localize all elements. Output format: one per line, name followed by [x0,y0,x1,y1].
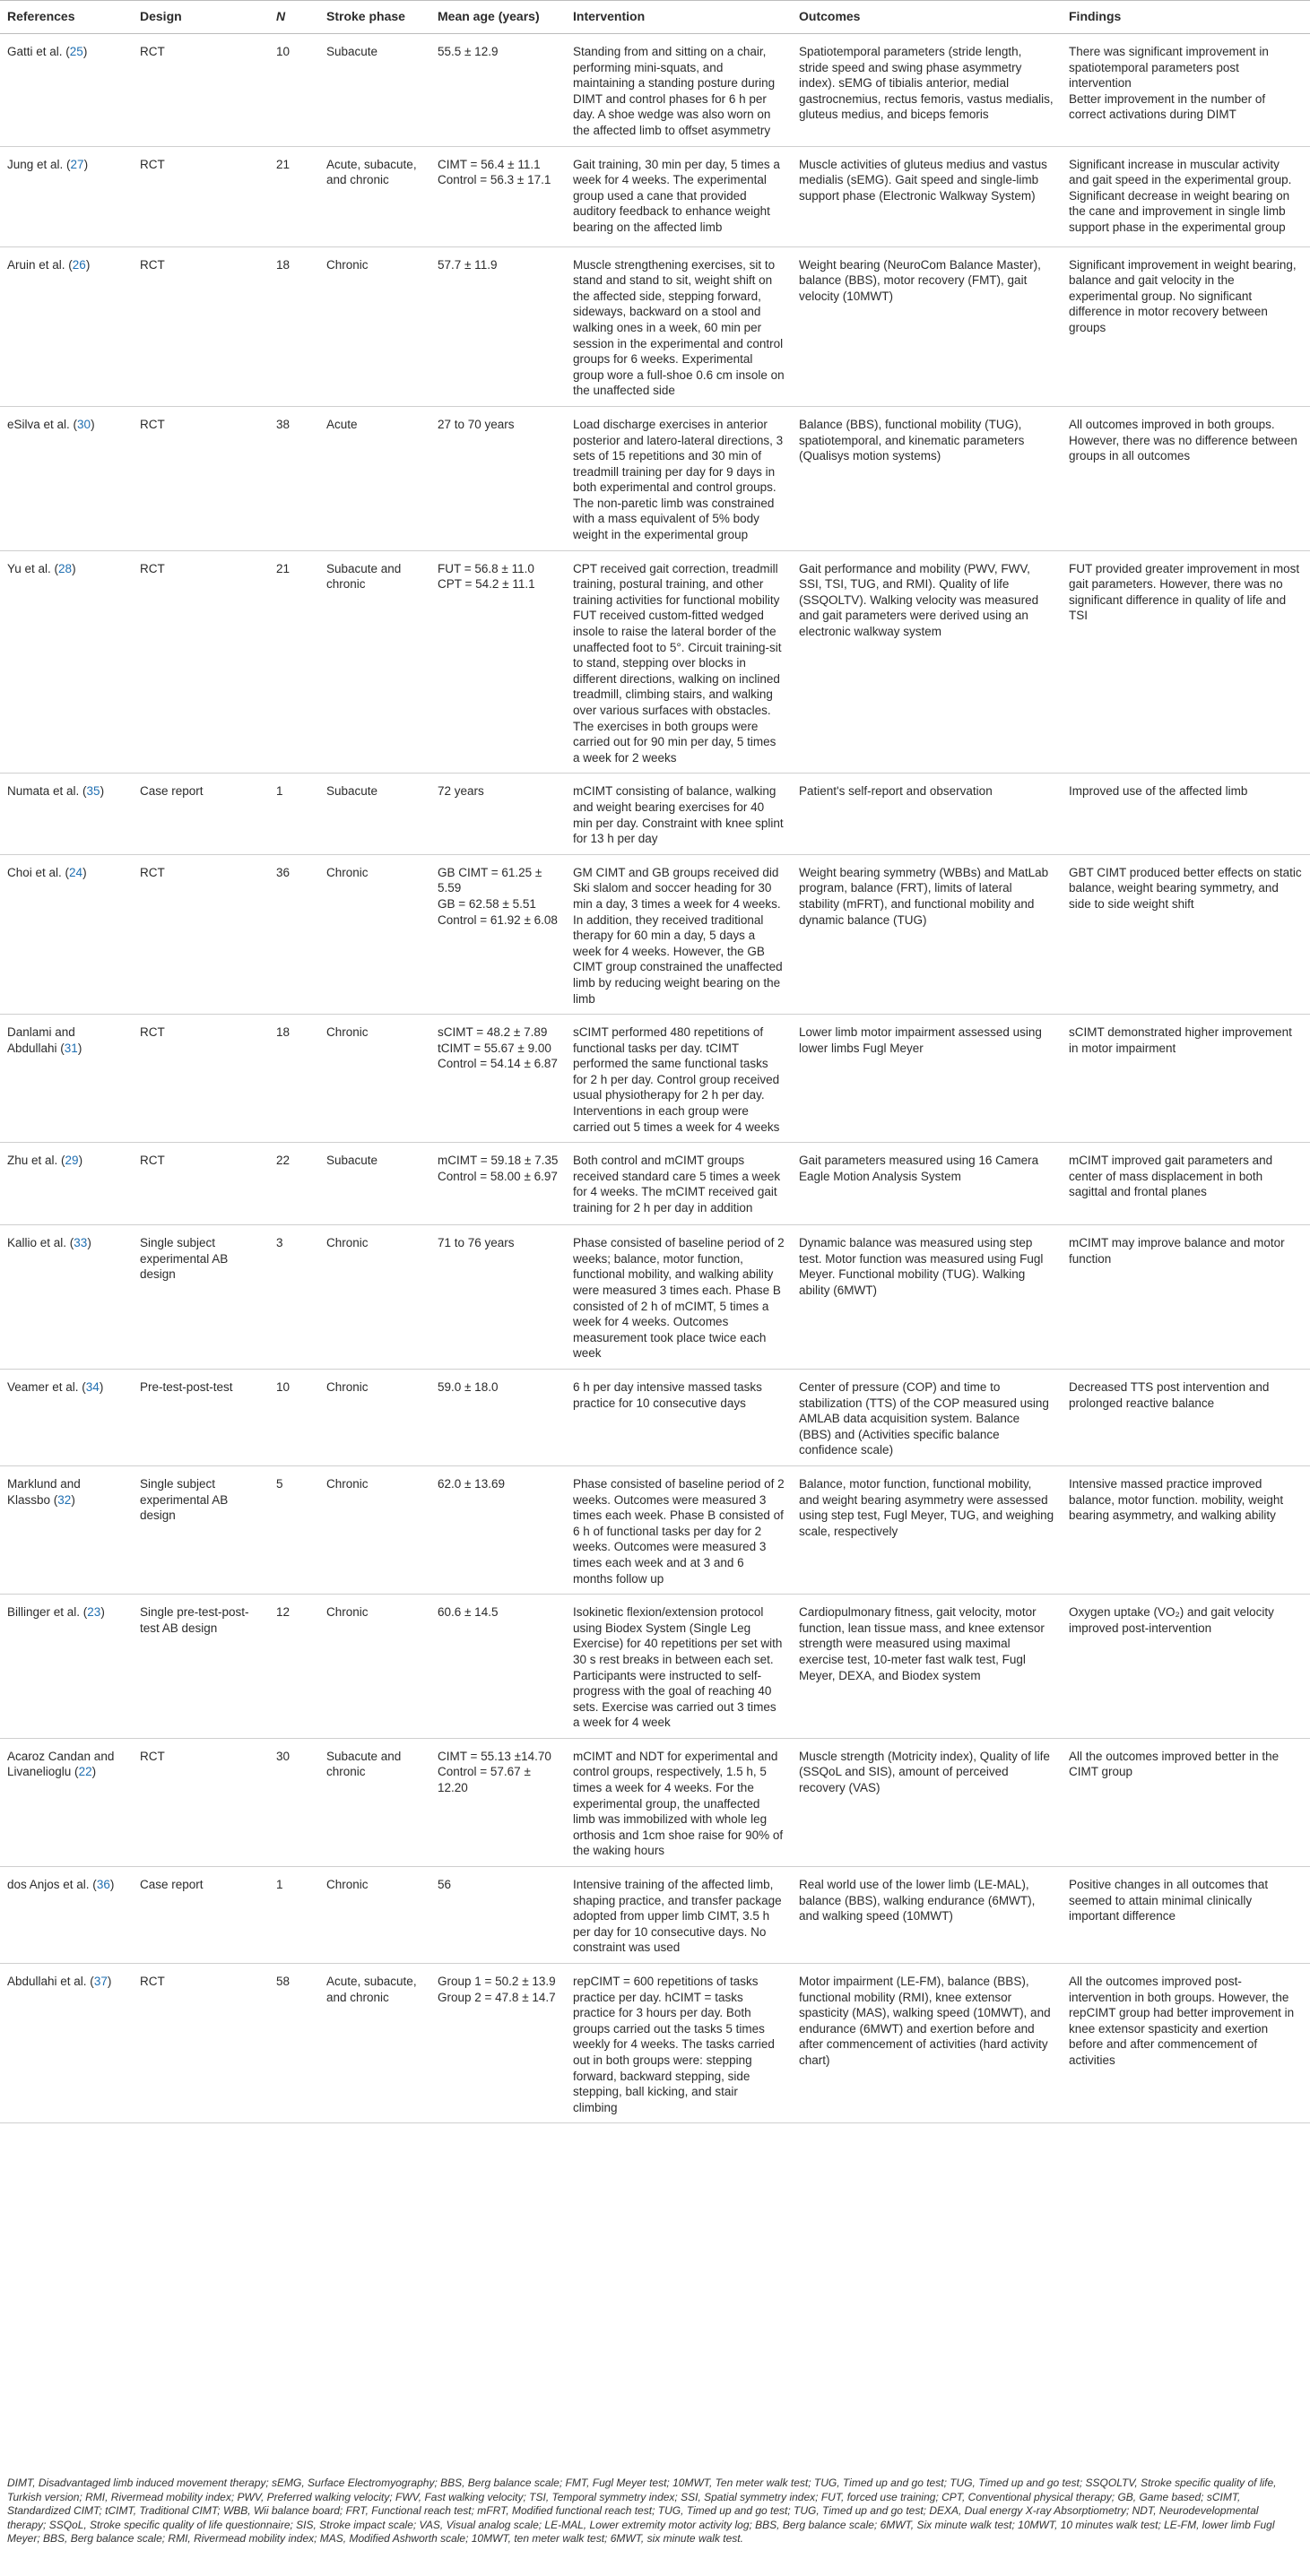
citation-link[interactable]: 22 [78,1765,92,1779]
cell-mean-age: CIMT = 56.4 ± 11.1 Control = 56.3 ± 17.1 [430,146,566,246]
cell-outcomes: Weight bearing symmetry (WBBs) and MatLab program, balance (FRT), limits of lateral stability (mFRT), and functional mobility and dynamic balance (TUG) [792,854,1062,1014]
reference-close: ) [83,157,89,171]
cell-reference [0,146,133,246]
cell-n: 58 [269,1964,319,2123]
table-row [0,1143,1310,1225]
table-row [0,1370,1310,1466]
citation-link[interactable]: 25 [69,45,83,58]
cell-mean-age: mCIMT = 59.18 ± 7.35 Control = 58.00 ± 6.97 [430,1143,566,1225]
table-row [0,1595,1310,1739]
table-row [0,1015,1310,1143]
citation-link[interactable]: 35 [86,784,100,799]
cell-reference [0,1465,133,1594]
cell-stroke-phase: Acute, subacute, and chronic [319,1964,430,2123]
cell-stroke-phase: Chronic [319,1465,430,1594]
cell-intervention: 6 h per day intensive massed tasks practice for 10 consecutive days [566,1370,792,1466]
cell-outcomes: Real world use of the lower limb (LE-MAL), balance (BBS), walking endurance (6MWT), and walking speed (10MWT) [792,1867,1062,1964]
cell-stroke-phase: Chronic [319,1595,430,1739]
cell-reference [0,1867,133,1964]
header-design: Design [133,1,269,34]
cell-reference [0,246,133,406]
citation-link[interactable]: 29 [65,1154,79,1168]
cell-findings: Oxygen uptake (VO₂) and gait velocity improved post-intervention [1062,1595,1310,1739]
cell-design: Case report [133,774,269,854]
cell-mean-age: 60.6 ± 14.5 [430,1595,566,1739]
cell-intervention: sCIMT performed 480 repetitions of functional tasks per day. tCIMT performed the same functional tasks for 2 h per day. Control group received usual physiotherapy for 2 h per day. Interventions in each group were carried out 5 times a week for 4 weeks [566,1015,792,1143]
reference-author: Acaroz Candan and Livanelioglu ( [7,1749,115,1779]
cell-outcomes: Cardiopulmonary fitness, gait velocity, motor function, lean tissue mass, and knee extensor strength were measured using maximal exercise test, 10-meter fast walk test, Fugl Meyer, DEXA, and Biodex system [792,1595,1062,1739]
cell-findings: GBT CIMT produced better effects on static balance, weight bearing symmetry, and side to side weight shift [1062,854,1310,1014]
cell-n: 10 [269,1370,319,1466]
cell-mean-age: 71 to 76 years [430,1225,566,1370]
citation-link[interactable]: 28 [58,561,73,575]
reference-author: Marklund and Klassbo ( [7,1476,81,1507]
citation-link[interactable]: 36 [96,1878,110,1892]
cell-stroke-phase: Chronic [319,854,430,1014]
cell-intervention: Isokinetic flexion/extension protocol using Biodex System (Single Leg Exercise) for 40 repetitions per set with 30 s rest breaks in between each set. Participants were instructed to self-progress with the goal of reaching 40 sets. Exercise was carried out 3 times a week for 4 week [566,1595,792,1739]
cell-mean-age: FUT = 56.8 ± 11.0 CPT = 54.2 ± 11.1 [430,550,566,774]
cell-design: Single subject experimental AB design [133,1465,269,1594]
cell-n: 22 [269,1143,319,1225]
cell-stroke-phase: Chronic [319,1015,430,1143]
header-findings: Findings [1062,1,1310,34]
cell-n: 5 [269,1465,319,1594]
table-row [0,550,1310,774]
cell-stroke-phase: Acute [319,406,430,550]
cell-stroke-phase: Subacute [319,1143,430,1225]
citation-link[interactable]: 24 [69,865,83,879]
table-row [0,406,1310,550]
cell-intervention: CPT received gait correction, treadmill training, postural training, and other training activities for functional mobility FUT received custom-fitted wedged insole to raise the lateral border of the unaffected foot to 5°. Circuit training-sit to stand, stepping over blocks in different directions, walking on inclined treadmill, climbing stairs, and walking over various surfaces with obstacles. The exercises in both groups were carried out for 90 min per day, 5 times a week for 2 weeks [566,550,792,774]
table-row [0,34,1310,147]
cell-reference [0,1738,133,1866]
header-outcomes: Outcomes [792,1,1062,34]
cell-outcomes: Balance, motor function, functional mobility, and weight bearing asymmetry were assessed using step test, Fugl Meyer, TUG, and weighing scale, respectively [792,1465,1062,1594]
cell-reference [0,1595,133,1739]
cell-mean-age: CIMT = 55.13 ±14.70 Control = 57.67 ± 12.20 [430,1738,566,1866]
cell-mean-age: 59.0 ± 18.0 [430,1370,566,1466]
reference-author: Danlami and Abdullahi ( [7,1025,75,1055]
cell-mean-age: 62.0 ± 13.69 [430,1465,566,1594]
cell-n: 21 [269,146,319,246]
cell-reference [0,1143,133,1225]
cell-findings: Intensive massed practice improved balance, motor function. mobility, weight bearing asymmetry, and walking ability [1062,1465,1310,1594]
cell-design: RCT [133,1738,269,1866]
reference-close: ) [100,1605,105,1620]
reference-author: Billinger et al. ( [7,1605,88,1620]
cell-outcomes: Patient's self-report and observation [792,774,1062,854]
cell-n: 3 [269,1225,319,1370]
cell-findings: Significant improvement in weight bearing, balance and gait velocity in the experimental group. No significant difference in motor recovery between groups [1062,246,1310,406]
cell-findings: FUT provided greater improvement in most gait parameters. However, there was no significant difference in quality of life and TSI [1062,550,1310,774]
citation-link[interactable]: 30 [77,417,91,431]
cell-reference [0,550,133,774]
reference-author: Yu et al. ( [7,561,59,575]
citation-link[interactable]: 26 [72,257,86,272]
cell-outcomes: Spatiotemporal parameters (stride length, stride speed and swing phase asymmetry index). sEMG of tibialis anterior, medial gastrocnemius, rectus femoris, vastus medialis, gluteus medius, and biceps femoris [792,34,1062,147]
cell-intervention: GM CIMT and GB groups received did Ski slalom and soccer heading for 30 min a day, 3 times a week for 4 weeks. In addition, they received traditional therapy for 60 min a day, 5 days a week for 4 weeks. However, the GB CIMT group constrained the unaffected limb by reducing weight bearing on the limb [566,854,792,1014]
reference-author: Numata et al. ( [7,784,87,799]
cell-stroke-phase: Subacute and chronic [319,1738,430,1866]
cell-design: RCT [133,246,269,406]
reference-author: dos Anjos et al. ( [7,1878,97,1892]
cell-design: Single subject experimental AB design [133,1225,269,1370]
cell-n: 38 [269,406,319,550]
reference-author: Abdullahi et al. ( [7,1975,94,1988]
cell-n: 18 [269,246,319,406]
table-row [0,1465,1310,1594]
reference-author: Zhu et al. ( [7,1154,65,1168]
cell-findings: mCIMT may improve balance and motor function [1062,1225,1310,1370]
cell-intervention: mCIMT consisting of balance, walking and weight bearing exercises for 40 min per day. Constraint with knee splint for 13 h per day [566,774,792,854]
cell-n: 30 [269,1738,319,1866]
table-body [0,34,1310,2123]
cell-outcomes: Motor impairment (LE-FM), balance (BBS), functional mobility (RMI), knee extensor spasticity (MAS), walking speed (10MWT), and endurance (6MWT) and exertion before and after commencement of activities (hard activity chart) [792,1964,1062,2123]
reference-close: ) [100,784,105,799]
cell-mean-age: 56 [430,1867,566,1964]
citation-link[interactable]: 34 [85,1380,100,1394]
cell-reference [0,1964,133,2123]
cell-reference [0,1015,133,1143]
cell-mean-age: Group 1 = 50.2 ± 13.9 Group 2 = 47.8 ± 14.7 [430,1964,566,2123]
cell-outcomes: Lower limb motor impairment assessed using lower limbs Fugl Meyer [792,1015,1062,1143]
cell-stroke-phase: Subacute [319,34,430,147]
cell-mean-age: sCIMT = 48.2 ± 7.89 tCIMT = 55.67 ± 9.00 Control = 54.14 ± 6.87 [430,1015,566,1143]
reference-author: Aruin et al. ( [7,257,73,272]
table-row [0,246,1310,406]
cell-n: 18 [269,1015,319,1143]
cell-n: 12 [269,1595,319,1739]
header-intervention: Intervention [566,1,792,34]
reference-close: ) [91,417,95,431]
cell-n: 36 [269,854,319,1014]
reference-author: Gatti et al. ( [7,45,70,58]
cell-design: RCT [133,1143,269,1225]
cell-stroke-phase: Acute, subacute, and chronic [319,146,430,246]
cell-reference [0,774,133,854]
table-row [0,1964,1310,2123]
cell-intervention: Load discharge exercises in anterior posterior and latero-lateral directions, 3 sets of 15 repetitions and 30 min of treadmill training per day for 9 days in both experimental and control groups. The non-paretic limb was constrained with a mass equivalent of 5% body weight in the experimental group [566,406,792,550]
cell-stroke-phase: Chronic [319,246,430,406]
cell-intervention: Phase consisted of baseline period of 2 weeks; balance, motor function, functional mobility, and walking ability were measured 3 times each. Phase B consisted of 2 h of mCIMT, 5 times a week for 4 weeks. Outcomes measurement took place twice each week [566,1225,792,1370]
cell-intervention: Muscle strengthening exercises, sit to stand and stand to sit, weight shift on the affected side, stepping forward, sideways, backward on a stool and walking ones in a week, 60 min per session in the experimental and control groups for 6 weeks. Experimental group wore a full-shoe 0.6 cm insole on the unaffected side [566,246,792,406]
cell-outcomes: Weight bearing (NeuroCom Balance Master), balance (BBS), motor recovery (FMT), gait velocity (10MWT) [792,246,1062,406]
cell-design: RCT [133,1015,269,1143]
table-header [0,1,1310,34]
cell-intervention: Gait training, 30 min per day, 5 times a week for 4 weeks. The experimental group used a cane that provided auditory feedback to enhance weight bearing on the affected limb [566,146,792,246]
cell-design: RCT [133,1964,269,2123]
table-row [0,1225,1310,1370]
cell-stroke-phase: Subacute [319,774,430,854]
header-mean-age: Mean age (years) [430,1,566,34]
citation-link[interactable]: 37 [93,1975,108,1988]
cell-intervention: Phase consisted of baseline period of 2 weeks. Outcomes were measured 3 times each week. Phase B consisted of 6 h of functional tasks per day for 2 weeks. Outcomes were measured 3 times each week and at 3 and 6 months follow up [566,1465,792,1594]
cell-design: Case report [133,1867,269,1964]
cell-design: Pre-test-post-test [133,1370,269,1466]
cell-findings: Decreased TTS post intervention and prolonged reactive balance [1062,1370,1310,1466]
cell-design: RCT [133,550,269,774]
header-references: References [0,1,133,34]
reference-close: ) [87,1236,91,1250]
cell-n: 1 [269,1867,319,1964]
cell-outcomes: Gait parameters measured using 16 Camera Eagle Motion Analysis System [792,1143,1062,1225]
cell-mean-age: GB CIMT = 61.25 ± 5.59 GB = 62.58 ± 5.51 Control = 61.92 ± 6.08 [430,854,566,1014]
cell-intervention: Both control and mCIMT groups received standard care 5 times a week for 4 weeks. The mCIMT received gait training for 2 h per day in addition [566,1143,792,1225]
cell-findings: mCIMT improved gait parameters and center of mass displacement in both sagittal and frontal planes [1062,1143,1310,1225]
cell-stroke-phase: Chronic [319,1225,430,1370]
reference-close: ) [99,1380,104,1394]
cell-mean-age: 72 years [430,774,566,854]
cell-n: 21 [269,550,319,774]
citation-link[interactable]: 31 [64,1041,78,1055]
cell-outcomes: Balance (BBS), functional mobility (TUG), spatiotemporal, and kinematic parameters (Qualisys motion systems) [792,406,1062,550]
header-stroke-phase: Stroke phase [319,1,430,34]
cell-mean-age: 55.5 ± 12.9 [430,34,566,147]
cell-outcomes: Gait performance and mobility (PWV, FWV, SSI, TSI, TUG, and RMI). Quality of life (SSQOLTV). Walking velocity was measured and gait parameters were derived using an electronic walkway system [792,550,1062,774]
reference-close: ) [107,1975,112,1988]
reference-close: ) [72,561,76,575]
reference-close: ) [77,1041,82,1055]
cell-outcomes: Muscle strength (Motricity index), Quality of life (SSQoL and SIS), amount of perceived recovery (VAS) [792,1738,1062,1866]
cell-reference [0,1225,133,1370]
reference-close: ) [91,1765,97,1779]
cell-mean-age: 27 to 70 years [430,406,566,550]
cell-findings: Positive changes in all outcomes that seemed to attain minimal clinically important difference [1062,1867,1310,1964]
cell-findings: sCIMT demonstrated higher improvement in motor impairment [1062,1015,1310,1143]
cell-reference [0,854,133,1014]
cell-outcomes: Center of pressure (COP) and time to stabilization (TTS) of the COP measured using AMLAB data acquisition system. Balance (BBS) and (Activities specific balance confidence scale) [792,1370,1062,1466]
cell-design: RCT [133,146,269,246]
reference-close: ) [85,257,91,272]
reference-author: Veamer et al. ( [7,1380,86,1394]
cell-reference [0,34,133,147]
reference-close: ) [71,1492,75,1507]
reference-author: Choi et al. ( [7,865,70,879]
reference-close: ) [78,1154,83,1168]
citation-link[interactable]: 32 [57,1492,72,1507]
cell-intervention: mCIMT and NDT for experimental and control groups, respectively, 1.5 h, 5 times a week for 4 weeks. For the experimental group, the unaffected limb was immobilized with whole leg orthosis and 1cm shoe raise for 90% of the waking hours [566,1738,792,1866]
cell-design: Single pre-test-post-test AB design [133,1595,269,1739]
cell-reference [0,1370,133,1466]
table-row [0,774,1310,854]
cell-outcomes: Muscle activities of gluteus medius and vastus medialis (sEMG). Gait speed and single-limb support phase (Electronic Walkway System) [792,146,1062,246]
cell-reference [0,406,133,550]
reference-author: eSilva et al. ( [7,417,78,431]
cell-n: 1 [269,774,319,854]
cell-findings: All the outcomes improved better in the CIMT group [1062,1738,1310,1866]
header-n: N [269,1,319,34]
reference-author: Jung et al. ( [7,157,71,171]
table-row [0,854,1310,1014]
cell-intervention: Standing from and sitting on a chair, performing mini-squats, and maintaining a standing posture during DIMT and control phases for 6 h per day. A shoe wedge was also worn on the affected limb to offset asymmetry [566,34,792,147]
cell-design: RCT [133,34,269,147]
reference-author: Kallio et al. ( [7,1236,74,1250]
reference-close: ) [82,865,87,879]
table-row [0,146,1310,246]
cell-findings: All the outcomes improved post-intervention in both groups. However, the repCIMT group had better improvement in knee extensor spasticity and exertion before and after commencement of activities [1062,1964,1310,2123]
reference-close: ) [109,1878,115,1892]
citation-link[interactable]: 27 [70,157,84,171]
cell-intervention: repCIMT = 600 repetitions of tasks practice per day. hCIMT = tasks practice for 3 hours per day. Both groups carried out the tasks 5 times weekly for 4 weeks. The tasks carried out in both groups were: stepping forward, backward stepping, side stepping, ball kicking, and stair climbing [566,1964,792,2123]
table-row [0,1738,1310,1866]
cell-stroke-phase: Subacute and chronic [319,550,430,774]
cell-stroke-phase: Chronic [319,1867,430,1964]
table-row [0,1867,1310,1964]
reference-close: ) [82,45,88,58]
cell-outcomes: Dynamic balance was measured using step test. Motor function was measured using Fugl Meyer. Functional mobility (TUG). Walking ability (6MWT) [792,1225,1062,1370]
cell-design: RCT [133,406,269,550]
cell-findings: Significant increase in muscular activity and gait speed in the experimental group. Significant decrease in weight bearing on the cane and improvement in single limb support phase in the experimental group [1062,146,1310,246]
citation-link[interactable]: 33 [74,1236,88,1250]
cell-n: 10 [269,34,319,147]
cell-findings: All outcomes improved in both groups. However, there was no difference between groups in all outcomes [1062,406,1310,550]
citation-link[interactable]: 23 [87,1605,101,1620]
cell-findings: Improved use of the affected limb [1062,774,1310,854]
cell-findings: There was significant improvement in spatiotemporal parameters post intervention Better improvement in the number of correct activations during DIMT [1062,34,1310,147]
cell-intervention: Intensive training of the affected limb, shaping practice, and transfer package adopted from upper limb CIMT, 3.5 h per day for 10 consecutive days. No constraint was used [566,1867,792,1964]
table-footnote: DIMT, Disadvantaged limb induced movement therapy; sEMG, Surface Electromyography; BBS, Berg balance scale; FMT, Fugl Meyer test; 10MWT, Ten meter walk test; TUG, Timed up and go test; TUG, Timed up and go test; SSQOLTV, Stroke specific quality of life, Turkish version; RMI, Rivermead mobility index; PWV, Preferred walking velocity; FWV, Fast walking velocity; TSI, Temporal symmetry index; SSI, Spatial symmetry index; FUT, forced use training; CPT, Conventional physical therapy; GB, Game based; sCIMT, Standardized CIMT; tCIMT, Traditional CIMT; WBB, Wii balance board; FRT, Functional reach test; mFRT, Modified functional reach test; TUG, Timed up and go test; TUG, Timed up and go test; DEXA, Dual energy X-ray Absorptiometry; NDT, Neurodevelopmental therapy; SSQoL, Stroke specific quality of life questionnaire; SIS, Stroke impact scale; VAS, Visual analog scale; LE-MAL, Lower extremity motor activity log; BBS, Berg balance scale; 6MWT, Six minute walk test; 10MWT, 10 minutes walk test; LE-FM, lower limb Fugl Meyer; BBS, Berg balance scale; RMI, Rivermead mobility index; MAS, Modified Ashworth scale; 10MWT, ten meter walk test; 6MWT, six minute walk test. [7,2477,1277,2546]
cell-mean-age: 57.7 ± 11.9 [430,246,566,406]
cell-stroke-phase: Chronic [319,1370,430,1466]
cell-design: RCT [133,854,269,1014]
